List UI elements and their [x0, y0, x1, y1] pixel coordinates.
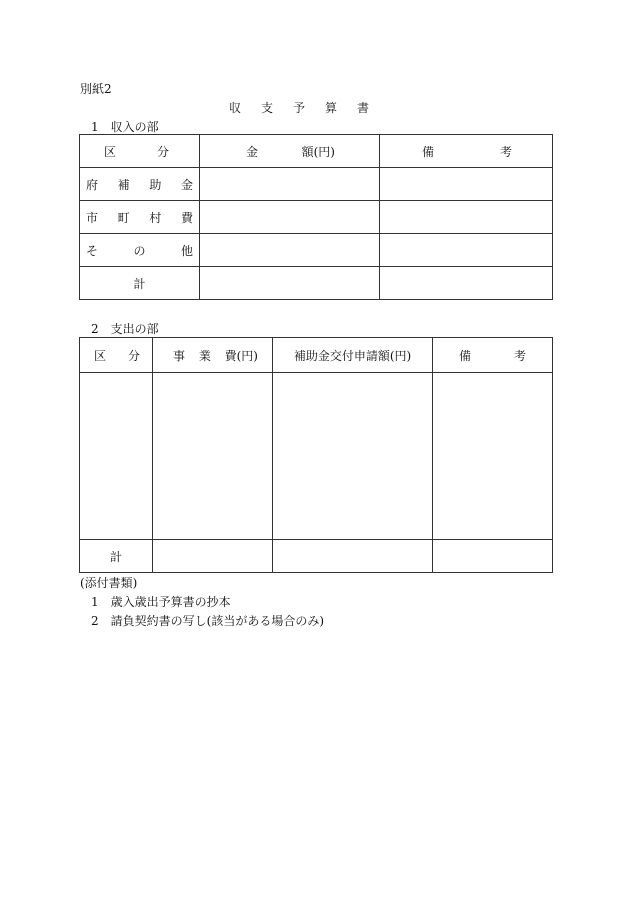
expense-remarks-cell	[433, 540, 553, 573]
income-section-title: 1 収入の部	[91, 120, 159, 134]
expense-header-row	[80, 338, 553, 373]
income-header-amount: 金 額(円)	[200, 135, 380, 168]
table-row	[80, 373, 553, 540]
attachments-heading: (添付書類)	[80, 576, 138, 590]
expense-remarks-cell	[433, 373, 553, 540]
income-row-label: 市 町 村 費	[80, 201, 200, 234]
expense-subsidy-cell	[273, 540, 433, 573]
income-amount-cell	[200, 201, 380, 234]
income-row-label: そ の 他	[80, 234, 200, 267]
income-remarks-cell	[380, 168, 553, 201]
table-row	[80, 267, 553, 300]
attachment-item: 2 請負契約書の写し(該当がある場合のみ)	[91, 614, 324, 628]
expense-subsidy-cell	[273, 373, 433, 540]
income-header-row	[80, 135, 553, 168]
expense-category-cell	[80, 373, 153, 540]
income-remarks-cell	[380, 267, 553, 300]
expense-header-subsidy-request: 補助金交付申請額(円)	[273, 338, 433, 373]
table-row	[80, 234, 553, 267]
expense-section-title: 2 支出の部	[91, 322, 159, 336]
income-amount-cell	[200, 168, 380, 201]
income-remarks-cell	[380, 234, 553, 267]
income-table	[79, 134, 553, 300]
expense-cost-cell	[153, 540, 273, 573]
expense-header-category: 区 分	[80, 338, 153, 373]
attachment-item: 1 歳入歳出予算書の抄本	[91, 595, 231, 609]
income-row-label: 府 補 助 金	[80, 168, 200, 201]
income-amount-cell	[200, 234, 380, 267]
table-row	[80, 540, 553, 573]
income-amount-cell	[200, 267, 380, 300]
page-title: 収 支 予 算 書	[229, 101, 374, 115]
expense-cost-cell	[153, 373, 273, 540]
income-header-remarks: 備 考	[380, 135, 553, 168]
table-row	[80, 201, 553, 234]
attachment-label: 別紙2	[80, 82, 112, 96]
expense-header-remarks: 備 考	[433, 338, 553, 373]
expense-total-label: 計	[80, 540, 153, 573]
income-remarks-cell	[380, 201, 553, 234]
table-row	[80, 168, 553, 201]
income-total-label: 計	[80, 267, 200, 300]
expense-table	[79, 337, 553, 573]
income-header-category: 区 分	[80, 135, 200, 168]
expense-header-project-cost: 事 業 費(円)	[153, 338, 273, 373]
